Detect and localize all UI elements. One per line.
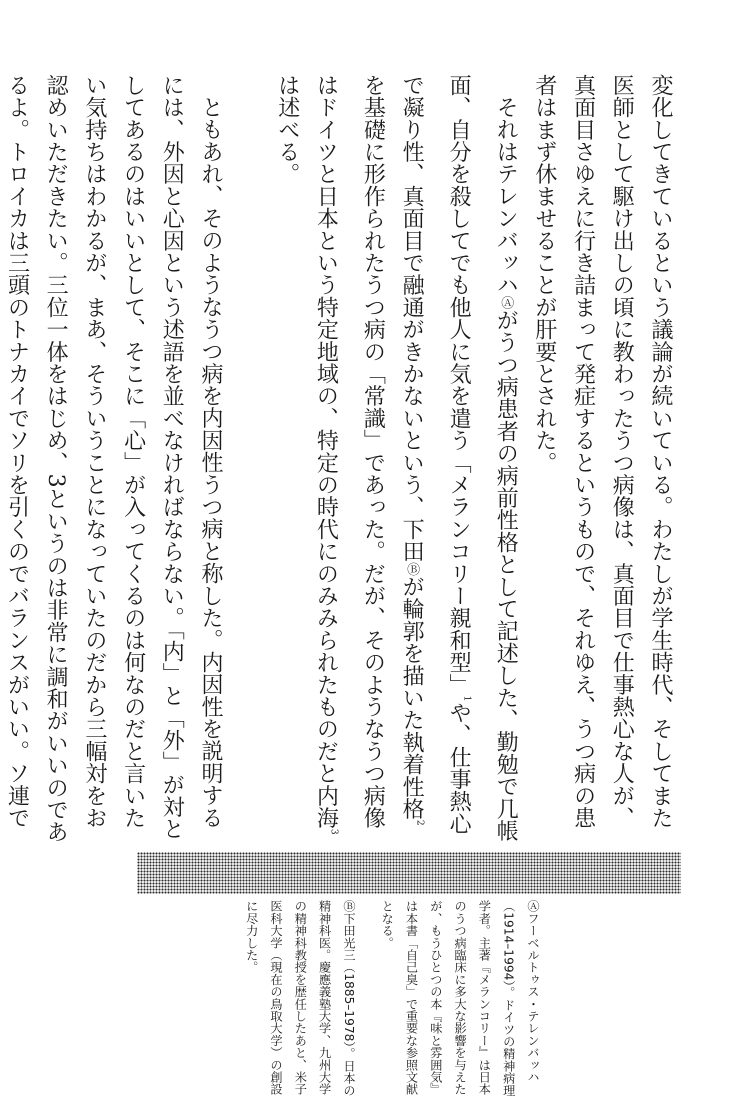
- ref-3: 3: [328, 828, 339, 835]
- paragraph-2-part-6: は述べる。: [274, 74, 300, 185]
- footnote-a: Ⓐフーベルトゥス・テレンバッハ（1914–1994）。ドイツの精神病理学者。主著『メランコリー』は日本のうつ病臨床に多大な影響を与えたが、もうひとつの本『味と雰囲気』は本書「自己臭」で重要な参照文献となる。: [380, 900, 540, 1097]
- paragraph-2-part-4: が輪郭を描いた執着性格: [399, 575, 425, 820]
- paragraph-2-part-5: を基礎に形作られたうつ病の「常識」であった。だが、そのようなうつ病像はドイツと日本という特定地域の、特定の時代にのみみられたものだと内海: [313, 74, 386, 829]
- paragraph-2: [267, 74, 524, 844]
- halftone-divider: [137, 852, 681, 894]
- note-mark-a[interactable]: Ⓐ: [498, 295, 514, 310]
- footnotes: [205, 900, 545, 1100]
- paragraph-2-part-2: がうつ病患者の病前性格として記述した、勤勉で几帳面、自分を殺してでも他人に気を遣う「メランコリー親和型」: [446, 74, 519, 842]
- paragraph-3: ともあれ、そのようなうつ病を内因性うつ病と称した。内因性を説明するには、外因と心因という述語を並べなければならない。「内」と「外」が対としてあるのはいいとして、そこに「心」が入ってくるのは何なのだと言いたい気持ちはわかるが、まあ、そういうことになっていたのだから三幅対をお認めいただきたい。三位一体をはじめ、3というのは非常に調和がいいのであるよ。トロイカは三頭のトナカイでソリを引くのでバランスがいい。ソ連で: [4, 74, 223, 843]
- ref-2: 2: [414, 819, 425, 826]
- footnote-b: Ⓑ下田光三（1885–1978）。日本の精神科医。慶應義塾大学、九州大学の精神科教授を歴任したあと、米子医科大学（現在の鳥取大学）の創設に尽力した。: [244, 900, 356, 1097]
- paragraph-2-part-3: や、仕事熱心で凝り性、真面目で融通がきかないという、下田: [399, 74, 472, 835]
- body-text: [4, 74, 679, 844]
- note-mark-b[interactable]: Ⓑ: [404, 562, 420, 576]
- paragraph-2-part-1: それはテレンバッハ: [493, 96, 519, 296]
- ref-1: 1: [461, 695, 472, 702]
- paragraph-1: 変化してきているという議論が続いている。わたしが学生時代、そしてまた医師として駆け出しの頃に教わったうつ病像は、真面目で仕事熱心な人が、真面目さゆえに行き詰まって発症するというもので、それゆえ、うつ病の患者はまず休ませることが肝要とされた。: [531, 74, 673, 829]
